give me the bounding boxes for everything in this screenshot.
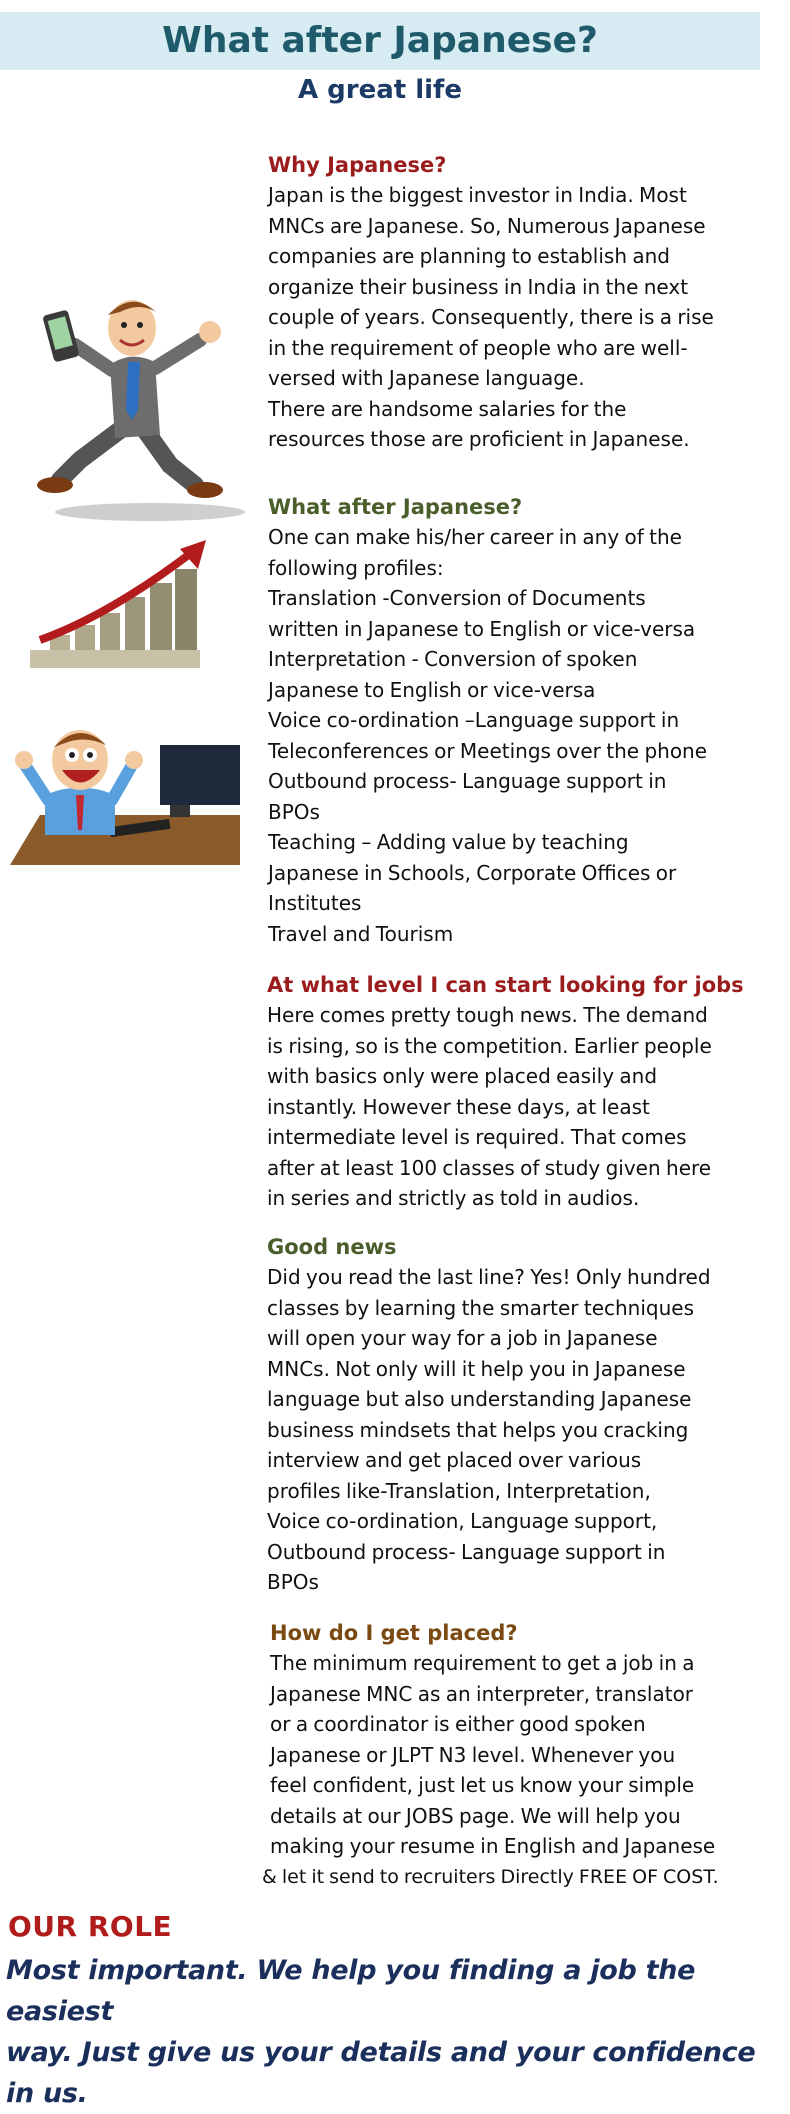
section-line: Outbound process- Language support in bbox=[267, 1539, 666, 1564]
section-heading: Why Japanese? bbox=[268, 153, 447, 177]
section-line: classes by learning the smarter techniques bbox=[267, 1295, 695, 1320]
section-line: written in Japanese to English or vice-versa bbox=[268, 616, 696, 641]
section-line: interview and get placed over various bbox=[267, 1448, 642, 1472]
section-line: Japanese to English or vice-versa bbox=[268, 677, 596, 702]
section-line: Voice co-ordination, Language support, bbox=[267, 1509, 658, 1533]
section-line: There are handsome salaries for the bbox=[268, 396, 627, 421]
section-line: MNCs. Not only will it help you in Japanese bbox=[267, 1356, 686, 1381]
section-line: versed with Japanese language. bbox=[268, 366, 585, 390]
section-line: & let it send to recruiters Directly FREE OF COST. bbox=[262, 1865, 719, 1888]
section-why-japanese bbox=[268, 150, 768, 455]
our-role-line: Most important. We help you finding a job the easiest bbox=[6, 1955, 696, 2027]
section-line: MNCs are Japanese. So, Numerous Japanese bbox=[268, 213, 706, 238]
our-role-text bbox=[6, 1950, 790, 2114]
section-line: Did you read the last line? Yes! Only hundred bbox=[267, 1265, 711, 1289]
section-get-placed bbox=[262, 1618, 782, 1892]
page-title: What after Japanese? bbox=[162, 20, 598, 61]
section-line: Japanese MNC as an interpreter, translator bbox=[270, 1681, 694, 1706]
section-line: instantly. However these days, at least bbox=[267, 1094, 650, 1119]
section-line: The minimum requirement to get a job in a bbox=[270, 1651, 695, 1675]
section-line: organize their business in India in the next bbox=[268, 274, 689, 299]
section-line: BPOs bbox=[268, 799, 320, 824]
our-role-line: way. Just give us your details and your confidence in us. bbox=[6, 2037, 756, 2109]
section-line: couple of years. Consequently, there is a rise bbox=[268, 305, 714, 329]
our-role-title: OUR ROLE bbox=[8, 1910, 173, 1943]
section-line: Translation -Conversion of Documents bbox=[268, 586, 646, 610]
section-heading: Good news bbox=[267, 1235, 397, 1259]
section-line: or a coordinator is either good spoken bbox=[270, 1712, 646, 1736]
section-line: will open your way for a job in Japanese bbox=[267, 1326, 658, 1350]
title-banner bbox=[0, 12, 760, 70]
section-line: BPOs bbox=[267, 1570, 319, 1594]
section-line: following profiles: bbox=[268, 555, 444, 580]
section-line: Voice co-ordination –Language support in bbox=[268, 708, 680, 732]
section-heading: How do I get placed? bbox=[270, 1621, 518, 1645]
section-line: Here comes pretty tough news. The demand bbox=[267, 1003, 708, 1027]
section-line: business mindsets that helps you cracking bbox=[267, 1417, 689, 1442]
section-line: Japan is the biggest investor in India. Most bbox=[268, 183, 687, 207]
section-job-level bbox=[267, 970, 767, 1214]
section-line: feel confident, just let us know your simple bbox=[270, 1773, 695, 1797]
section-line: Teleconferences or Meetings over the phone bbox=[268, 738, 708, 763]
section-line: companies are planning to establish and bbox=[268, 244, 670, 268]
page-subtitle: A great life bbox=[297, 75, 463, 105]
section-line: Japanese or JLPT N3 level. Whenever you bbox=[270, 1742, 676, 1767]
money-growth-illustration bbox=[20, 535, 210, 685]
section-line: Interpretation - Conversion of spoken bbox=[268, 647, 638, 671]
section-line: Institutes bbox=[268, 891, 362, 915]
section-line: in the requirement of people who are well- bbox=[268, 335, 688, 360]
section-good-news bbox=[267, 1232, 767, 1598]
section-line: Japanese in Schools, Corporate Offices or bbox=[268, 860, 677, 885]
section-line: One can make his/her career in any of the bbox=[268, 525, 682, 549]
section-line: with basics only were placed easily and bbox=[267, 1064, 658, 1088]
section-line: resources those are proficient in Japanese. bbox=[268, 427, 690, 451]
happy-man-computer-illustration bbox=[10, 705, 240, 875]
section-line: Travel and Tourism bbox=[268, 921, 454, 946]
section-line: is rising, so is the competition. Earlier people bbox=[267, 1033, 712, 1058]
section-line: Teaching – Adding value by teaching bbox=[268, 830, 629, 854]
running-businessman-illustration bbox=[20, 270, 250, 530]
section-heading: At what level I can start looking for jobs bbox=[267, 973, 744, 997]
section-line: in series and strictly as told in audios. bbox=[267, 1186, 640, 1210]
section-heading: What after Japanese? bbox=[268, 495, 523, 519]
section-line: making your resume in English and Japanese bbox=[270, 1834, 716, 1858]
section-line: after at least 100 classes of study given here bbox=[267, 1155, 712, 1180]
section-what-after-japanese bbox=[268, 492, 768, 949]
section-line: profiles like-Translation, Interpretation, bbox=[267, 1478, 651, 1503]
section-line: language but also understanding Japanese bbox=[267, 1387, 692, 1411]
section-line: Outbound process- Language support in bbox=[268, 769, 667, 793]
section-line: intermediate level is required. That comes bbox=[267, 1125, 687, 1149]
section-line: details at our JOBS page. We will help you bbox=[270, 1803, 681, 1828]
